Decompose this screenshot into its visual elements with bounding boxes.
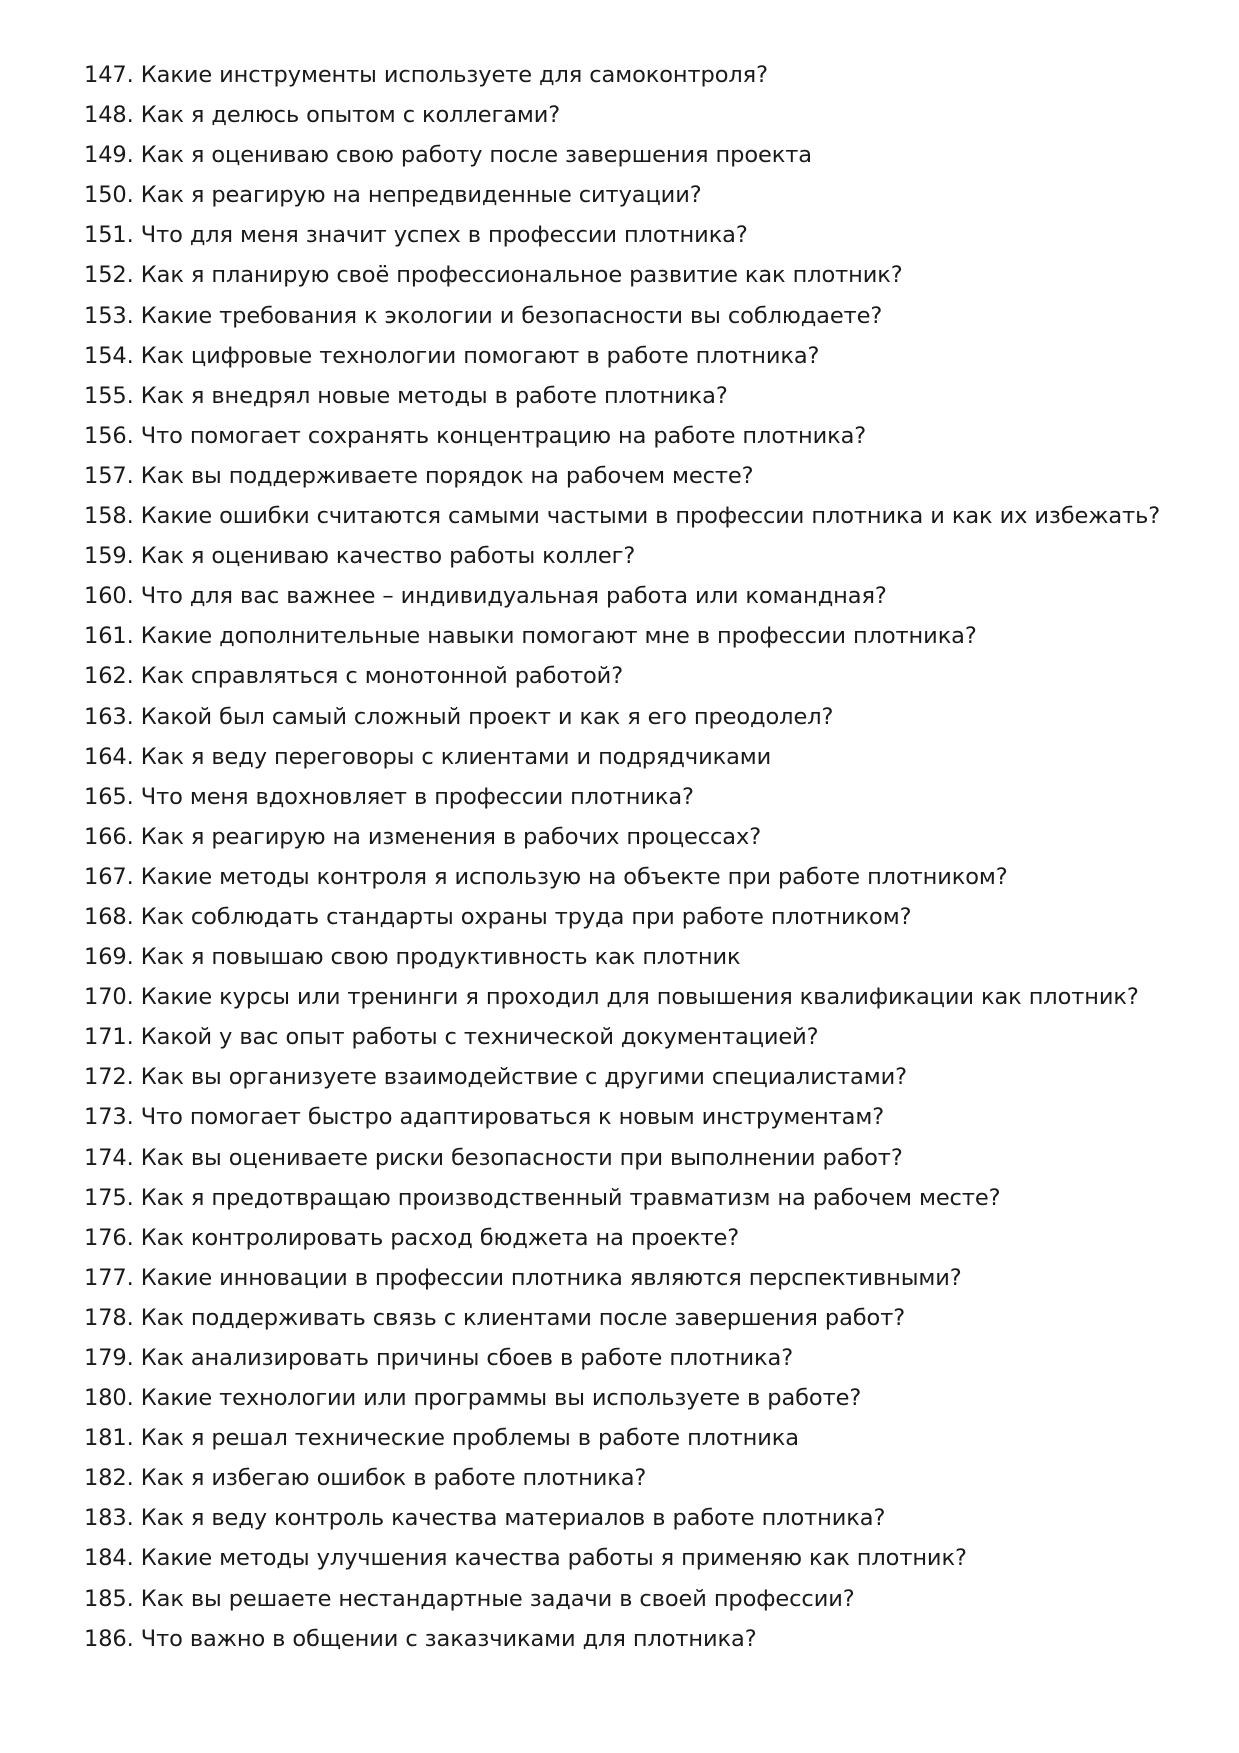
question-number: 179. [84, 1345, 134, 1371]
question-number: 186. [84, 1625, 134, 1652]
question-text: Как вы оцениваете риски безопасности при выполнении работ? [140, 1144, 903, 1171]
list-item [84, 1225, 1184, 1265]
question-text: Как вы поддерживаете порядок на рабочем месте? [140, 462, 754, 489]
question-number: 183. [84, 1505, 134, 1532]
question-number: 181. [84, 1425, 134, 1452]
question-number: 185. [84, 1585, 134, 1612]
question-text: Что меня вдохновляет в профессии плотника? [140, 783, 694, 810]
question-text: Что важно в общении с заказчиками для плотника? [140, 1625, 757, 1652]
question-number: 165. [84, 783, 134, 810]
list-item [84, 1305, 1184, 1345]
question-number: 171. [84, 1024, 134, 1051]
question-number: 164. [84, 743, 134, 770]
question-number: 148. [84, 102, 134, 129]
question-number: 184. [84, 1545, 134, 1572]
list-item [84, 944, 1184, 984]
list-item [84, 1104, 1184, 1144]
question-text: Как я реагирую на изменения в рабочих процессах? [140, 823, 762, 850]
list-item [84, 343, 1184, 383]
question-number: 178. [84, 1304, 134, 1331]
question-text: Какие инновации в профессии плотника являются перспективными? [140, 1264, 962, 1291]
list-item [84, 1586, 1184, 1626]
question-number: 162. [84, 663, 134, 690]
list-item [84, 463, 1184, 503]
question-text: Какие ошибки считаются самыми частыми в профессии плотника и как их избежать? [140, 503, 1161, 530]
list-item [84, 182, 1184, 222]
question-list [84, 62, 1184, 1666]
question-text: Какие технологии или программы вы используете в работе? [140, 1385, 862, 1412]
question-text: Как я оцениваю свою работу после завершения проекта [140, 142, 812, 169]
question-text: Как я реагирую на непредвиденные ситуации? [140, 182, 702, 209]
question-number: 170. [84, 984, 134, 1011]
question-text: Как я решал технические проблемы в работе плотника [140, 1425, 799, 1452]
question-number: 167. [84, 863, 134, 890]
question-number: 155. [84, 382, 134, 409]
question-number: 182. [84, 1465, 134, 1492]
list-item [84, 1465, 1184, 1505]
question-text: Какие курсы или тренинги я проходил для повышения квалификации как плотник? [140, 984, 1139, 1011]
list-item [84, 262, 1184, 302]
question-number: 156. [84, 422, 134, 449]
list-item [84, 663, 1184, 703]
question-text: Как цифровые технологии помогают в работе плотника? [140, 342, 820, 369]
question-text: Как вы решаете нестандартные задачи в своей профессии? [140, 1585, 855, 1612]
question-number: 159. [84, 543, 134, 570]
list-item [84, 383, 1184, 423]
list-item [84, 543, 1184, 583]
question-number: 168. [84, 903, 134, 930]
question-text: Какие методы улучшения качества работы я применяю как плотник? [140, 1545, 967, 1572]
question-text: Какие инструменты используете для самоконтроля? [140, 62, 768, 88]
list-item [84, 303, 1184, 343]
question-text: Какие методы контроля я использую на объекте при работе плотником? [140, 863, 1008, 890]
question-number: 157. [84, 462, 134, 489]
list-item [84, 824, 1184, 864]
list-item [84, 864, 1184, 904]
question-text: Что помогает быстро адаптироваться к новым инструментам? [140, 1104, 885, 1131]
list-item [84, 1345, 1184, 1385]
list-item [84, 222, 1184, 262]
list-item [84, 1064, 1184, 1104]
question-number: 149. [84, 142, 134, 169]
list-item [84, 1545, 1184, 1585]
question-number: 177. [84, 1264, 134, 1291]
question-text: Как контролировать расход бюджета на проекте? [140, 1224, 740, 1251]
list-item [84, 102, 1184, 142]
question-number: 154. [84, 342, 134, 369]
question-number: 160. [84, 583, 134, 610]
question-number: 169. [84, 944, 134, 971]
question-number: 153. [84, 302, 134, 329]
question-text: Как я избегаю ошибок в работе плотника? [140, 1465, 647, 1492]
question-text: Как я веду переговоры с клиентами и подрядчиками [140, 743, 772, 770]
question-text: Какой у вас опыт работы с технической документацией? [140, 1024, 819, 1051]
question-number: 172. [84, 1064, 134, 1091]
list-item [84, 503, 1184, 543]
question-text: Как я планирую своё профессиональное развитие как плотник? [140, 262, 903, 289]
question-text: Как анализировать причины сбоев в работе плотника? [140, 1345, 794, 1371]
question-number: 158. [84, 503, 134, 530]
question-text: Какой был самый сложный проект и как я его преодолел? [140, 703, 834, 730]
question-number: 163. [84, 703, 134, 730]
question-number: 161. [84, 623, 134, 650]
list-item [84, 744, 1184, 784]
question-text: Как я веду контроль качества материалов в работе плотника? [140, 1505, 886, 1532]
question-text: Какие дополнительные навыки помогают мне в профессии плотника? [140, 623, 977, 650]
question-text: Что помогает сохранять концентрацию на работе плотника? [140, 422, 867, 449]
list-item [84, 1145, 1184, 1185]
question-number: 150. [84, 182, 134, 209]
question-text: Какие требования к экологии и безопасности вы соблюдаете? [140, 302, 883, 329]
question-number: 147. [84, 62, 134, 88]
list-item [84, 423, 1184, 463]
list-item [84, 784, 1184, 824]
list-item [84, 623, 1184, 663]
question-text: Как справляться с монотонной работой? [140, 663, 624, 690]
question-text: Как я внедрял новые методы в работе плотника? [140, 382, 728, 409]
list-item [84, 1425, 1184, 1465]
question-text: Что для меня значит успех в профессии плотника? [140, 222, 748, 249]
question-number: 152. [84, 262, 134, 289]
question-number: 176. [84, 1224, 134, 1251]
question-text: Как я делюсь опытом с коллегами? [140, 102, 561, 129]
list-item [84, 984, 1184, 1024]
question-number: 173. [84, 1104, 134, 1131]
question-text: Как вы организуете взаимодействие с другими специалистами? [140, 1064, 907, 1091]
question-text: Что для вас важнее – индивидуальная работа или командная? [140, 583, 887, 610]
question-number: 174. [84, 1144, 134, 1171]
list-item [84, 142, 1184, 182]
list-item [84, 1505, 1184, 1545]
list-item [84, 62, 1184, 102]
question-text: Как я повышаю свою продуктивность как плотник [140, 944, 741, 971]
question-text: Как я предотвращаю производственный травматизм на рабочем месте? [140, 1184, 1001, 1211]
list-item [84, 1185, 1184, 1225]
list-item [84, 1265, 1184, 1305]
question-number: 180. [84, 1385, 134, 1412]
question-number: 166. [84, 823, 134, 850]
question-text: Как соблюдать стандарты охраны труда при работе плотником? [140, 903, 912, 930]
question-number: 175. [84, 1184, 134, 1211]
list-item [84, 1024, 1184, 1064]
question-text: Как поддерживать связь с клиентами после завершения работ? [140, 1304, 906, 1331]
list-item [84, 583, 1184, 623]
list-item [84, 1385, 1184, 1425]
list-item [84, 1626, 1184, 1666]
list-item [84, 704, 1184, 744]
list-item [84, 904, 1184, 944]
question-number: 151. [84, 222, 134, 249]
question-text: Как я оцениваю качество работы коллег? [140, 543, 636, 570]
